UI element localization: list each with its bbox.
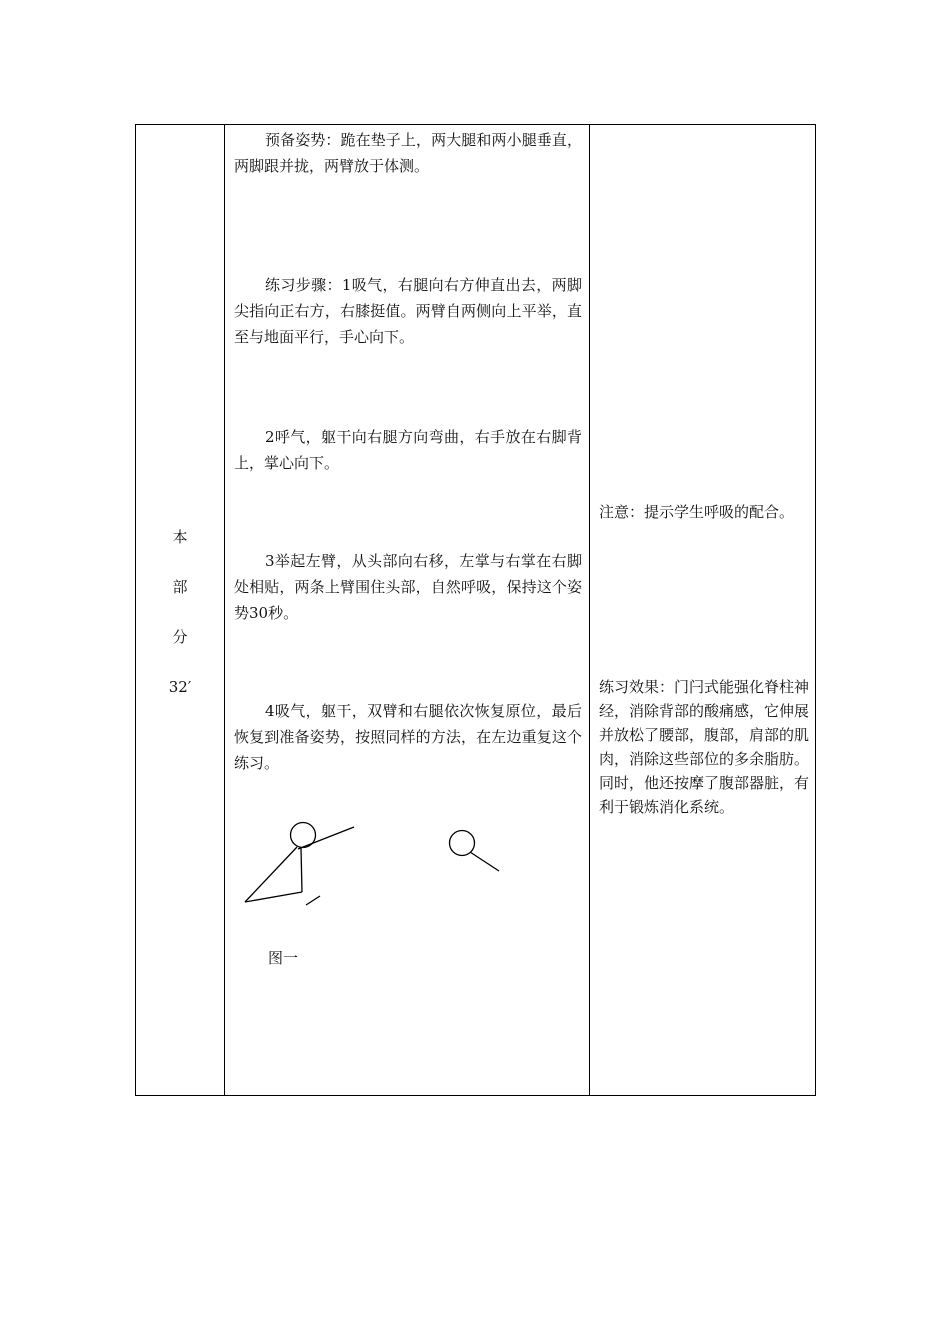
section-duration: 32′ [168, 678, 192, 696]
column-divider [589, 125, 590, 1095]
attention-note: 注意：提示学生呼吸的配合。 [599, 503, 795, 521]
instruction-paragraph: 练习步骤：1吸气，右腿向右方伸直出去，两脚尖指向正右方，右膝挺值。两臂自两侧向上平举，直至与地面平行，手心向下。 [234, 276, 582, 346]
effect-note: 练习效果：门闩式能强化脊柱神经，消除背部的酸痛感，它伸展并放松了腰部，腹部，肩部的肌肉，消除这些部位的多余脂肪。同时，他还按摩了腹部器脏，有利于锻炼消化系统。 [599, 678, 810, 816]
figure-arm-line [470, 852, 499, 871]
instruction-paragraph: 3举起左臂，从头部向右移，左掌与右掌在右脚处相贴，两条上臂围住头部，自然呼吸，保持这个姿势30秒。 [234, 552, 582, 622]
section-label-char: 分 [172, 628, 188, 646]
section-label-char: 本 [172, 528, 188, 546]
column-divider [224, 125, 225, 1095]
instruction-paragraph: 2呼气，躯干向右腿方向弯曲，右手放在右脚背上，掌心向下。 [234, 428, 582, 472]
figure-leg-line [301, 848, 302, 892]
pose-figure-illustration [236, 815, 516, 915]
lesson-table [135, 124, 816, 1096]
instruction-paragraph: 预备姿势：跪在垫子上，两大腿和两小腿垂直，两脚跟并拢，两臂放于体测。 [234, 131, 582, 175]
section-label-char: 部 [172, 578, 188, 596]
instruction-paragraph: 4吸气，躯干，双臂和右腿依次恢复原位，最后恢复到准备姿势，按照同样的方法，在左边重复这个练习。 [234, 702, 582, 772]
figure-foot-line [306, 896, 320, 905]
figure-caption: 图一 [268, 949, 299, 967]
figure-arm-line [298, 827, 354, 849]
